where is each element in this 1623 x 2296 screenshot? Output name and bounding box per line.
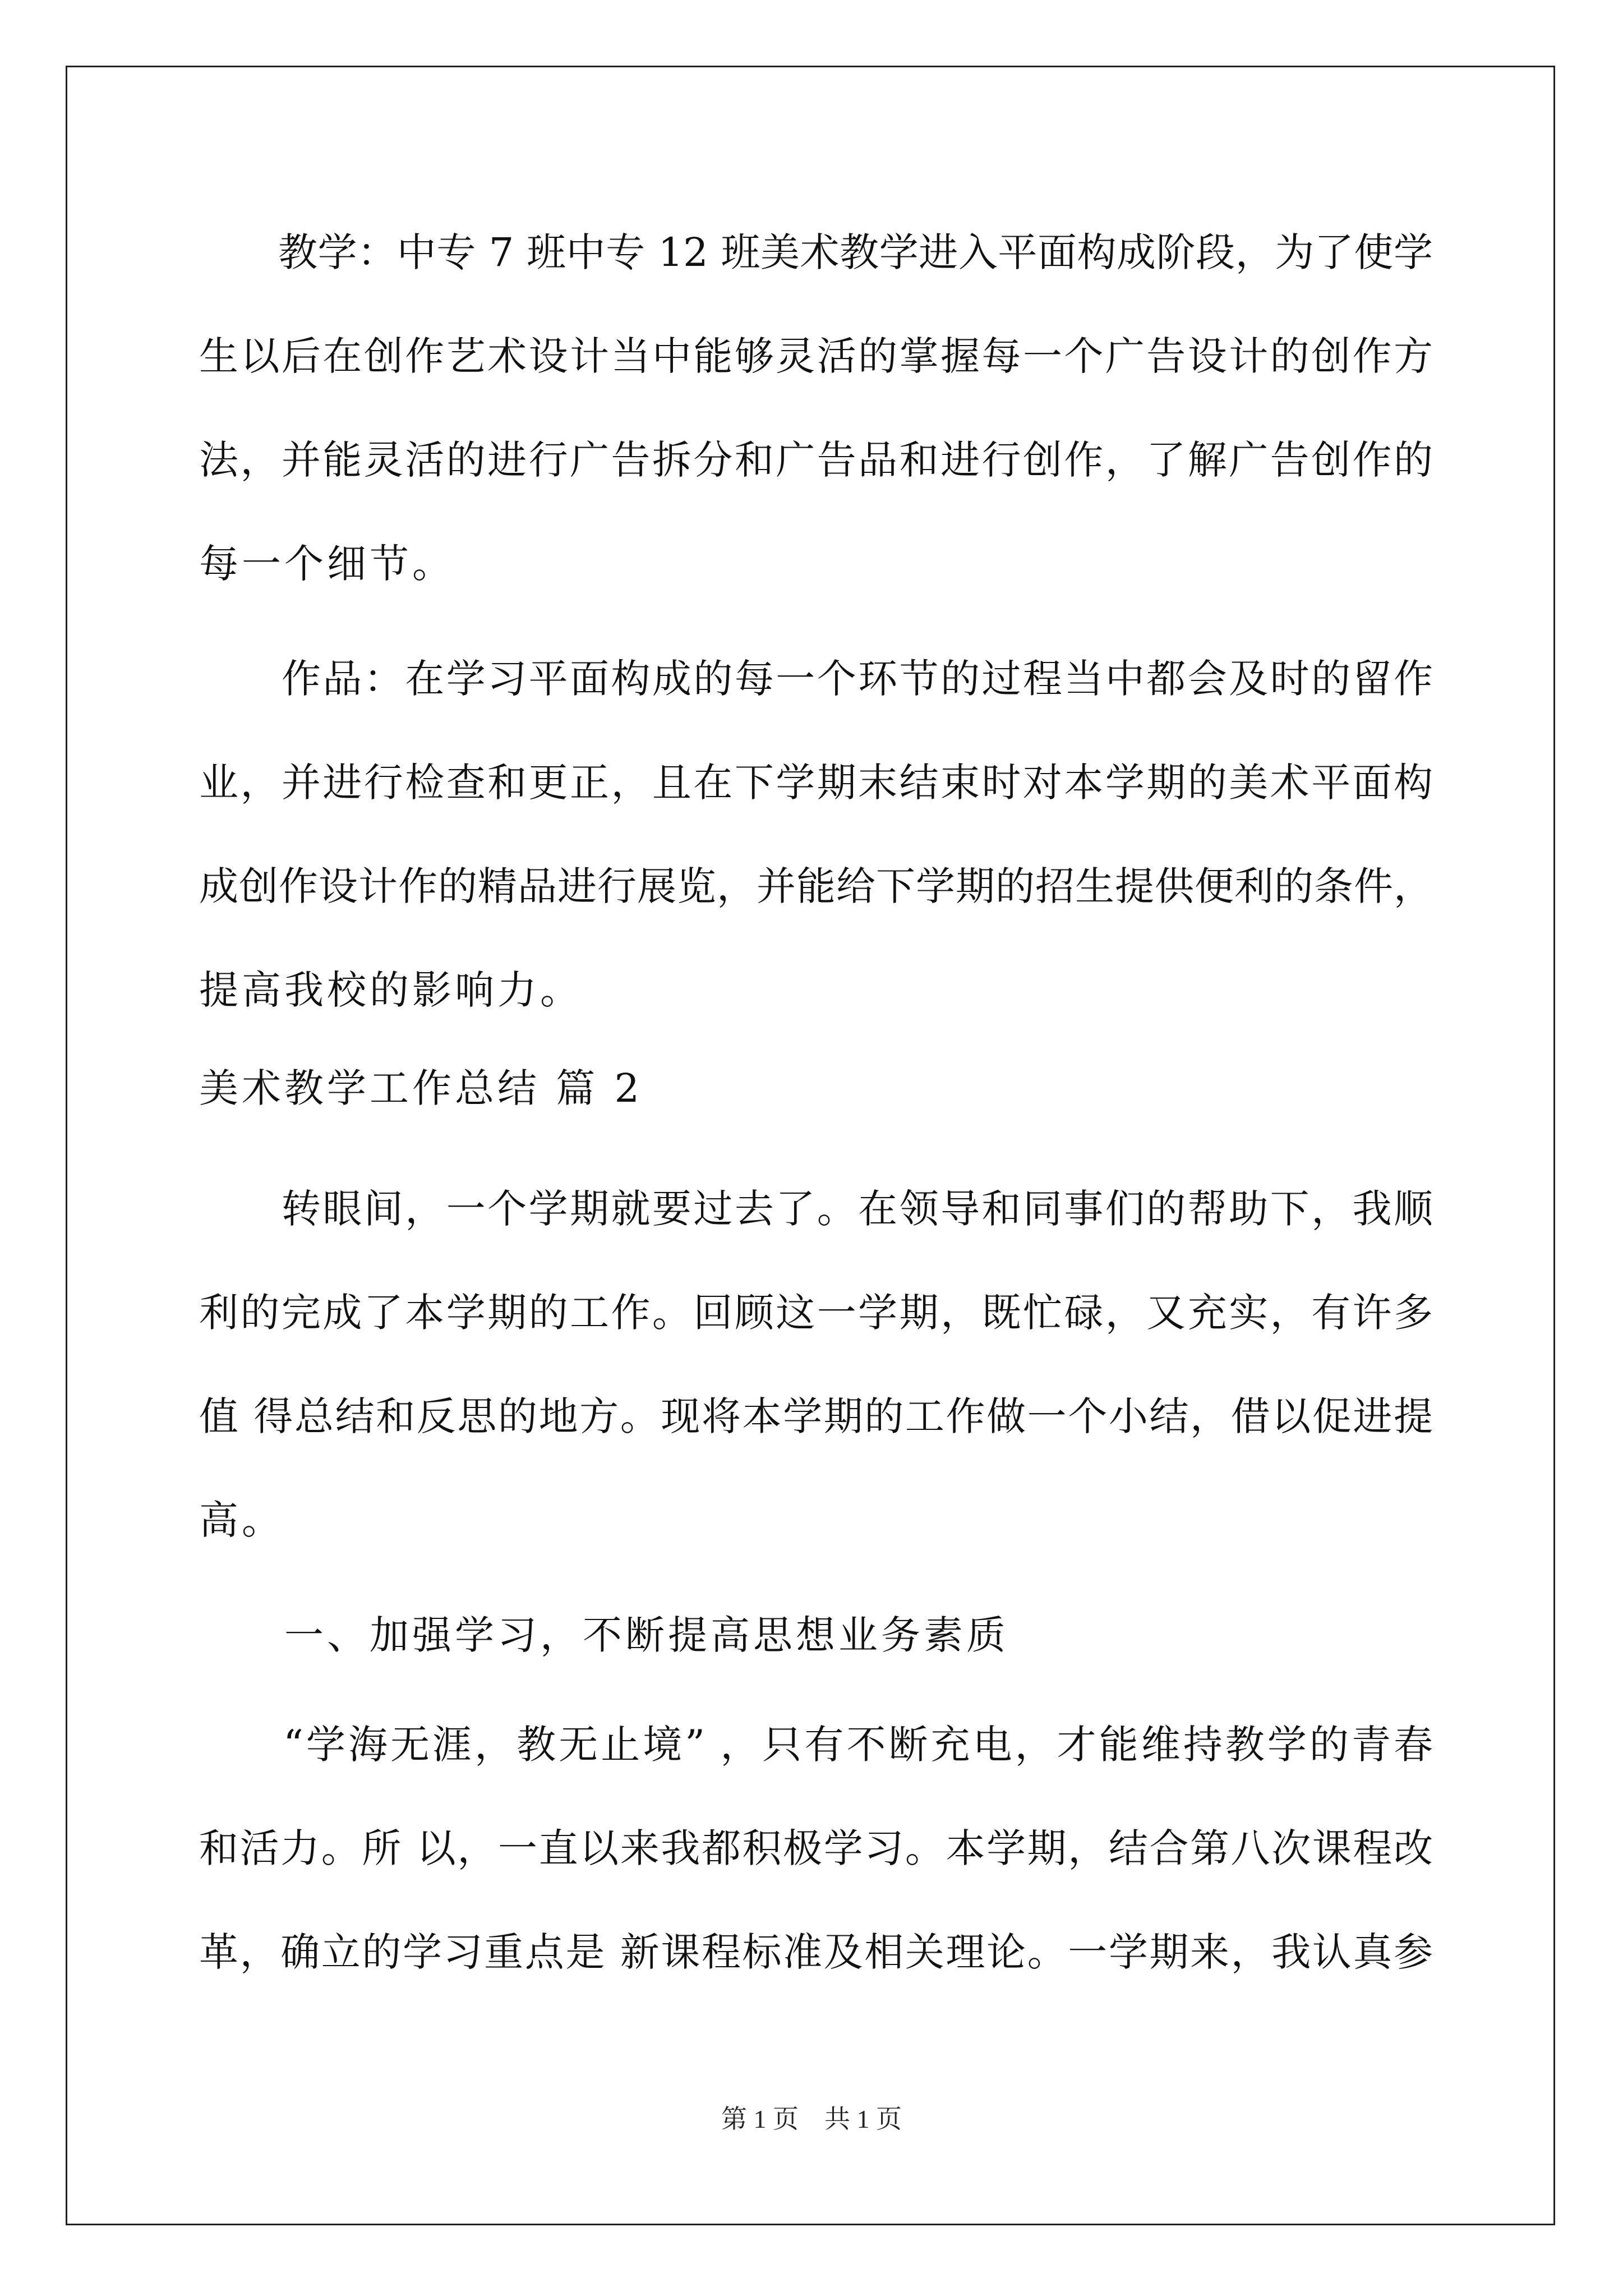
text-line: 革，确立的学习重点是 新课程标准及相关理论。一学期来，我认真参 (199, 1929, 1433, 1975)
text-line: 每一个细节。 (199, 541, 455, 587)
text-line: 转眼间，一个学期就要过去了。在领导和同事们的帮助下，我顺 (199, 1186, 1433, 1232)
text-line: 值 得总结和反思的地方。现将本学期的工作做一个小结，借以促进提 (199, 1393, 1433, 1439)
subheading: 一、加强学习，不断提高思想业务素质 (199, 1612, 1009, 1658)
text-line: 成创作设计作的精品进行展览，并能给下学期的招生提供便利的条件， (199, 863, 1433, 909)
text-line: 和活力。所 以，一直以来我都积极学习。本学期，结合第八次课程改 (199, 1825, 1433, 1871)
text-line: 高。 (199, 1497, 284, 1543)
text-line: 提高我校的影响力。 (199, 967, 583, 1013)
text-line: 作品：在学习平面构成的每一个环节的过程当中都会及时的留作 (199, 656, 1433, 702)
page-border (66, 66, 1555, 2225)
text-line: 法，并能灵活的进行广告拆分和广告品和进行创作，了解广告创作的 (199, 437, 1433, 483)
text-line: 教学：中专 7 班中专 12 班美术教学进入平面构成阶段，为了使学 (199, 229, 1433, 275)
text-line: 利的完成了本学期的工作。回顾这一学期，既忙碌，又充实，有许多 (199, 1290, 1433, 1336)
text-line: 生以后在创作艺术设计当中能够灵活的掌握每一个广告设计的创作方 (199, 333, 1433, 379)
text-line: “学海无涯，教无止境” ，只有不断充电，才能维持教学的青春 (199, 1722, 1433, 1768)
page-footer: 第 1 页 共 1 页 (721, 2105, 902, 2133)
section-heading: 美术教学工作总结 篇 2 (199, 1065, 643, 1111)
text-line: 业，并进行检查和更正，且在下学期末结束时对本学期的美术平面构 (199, 760, 1433, 806)
